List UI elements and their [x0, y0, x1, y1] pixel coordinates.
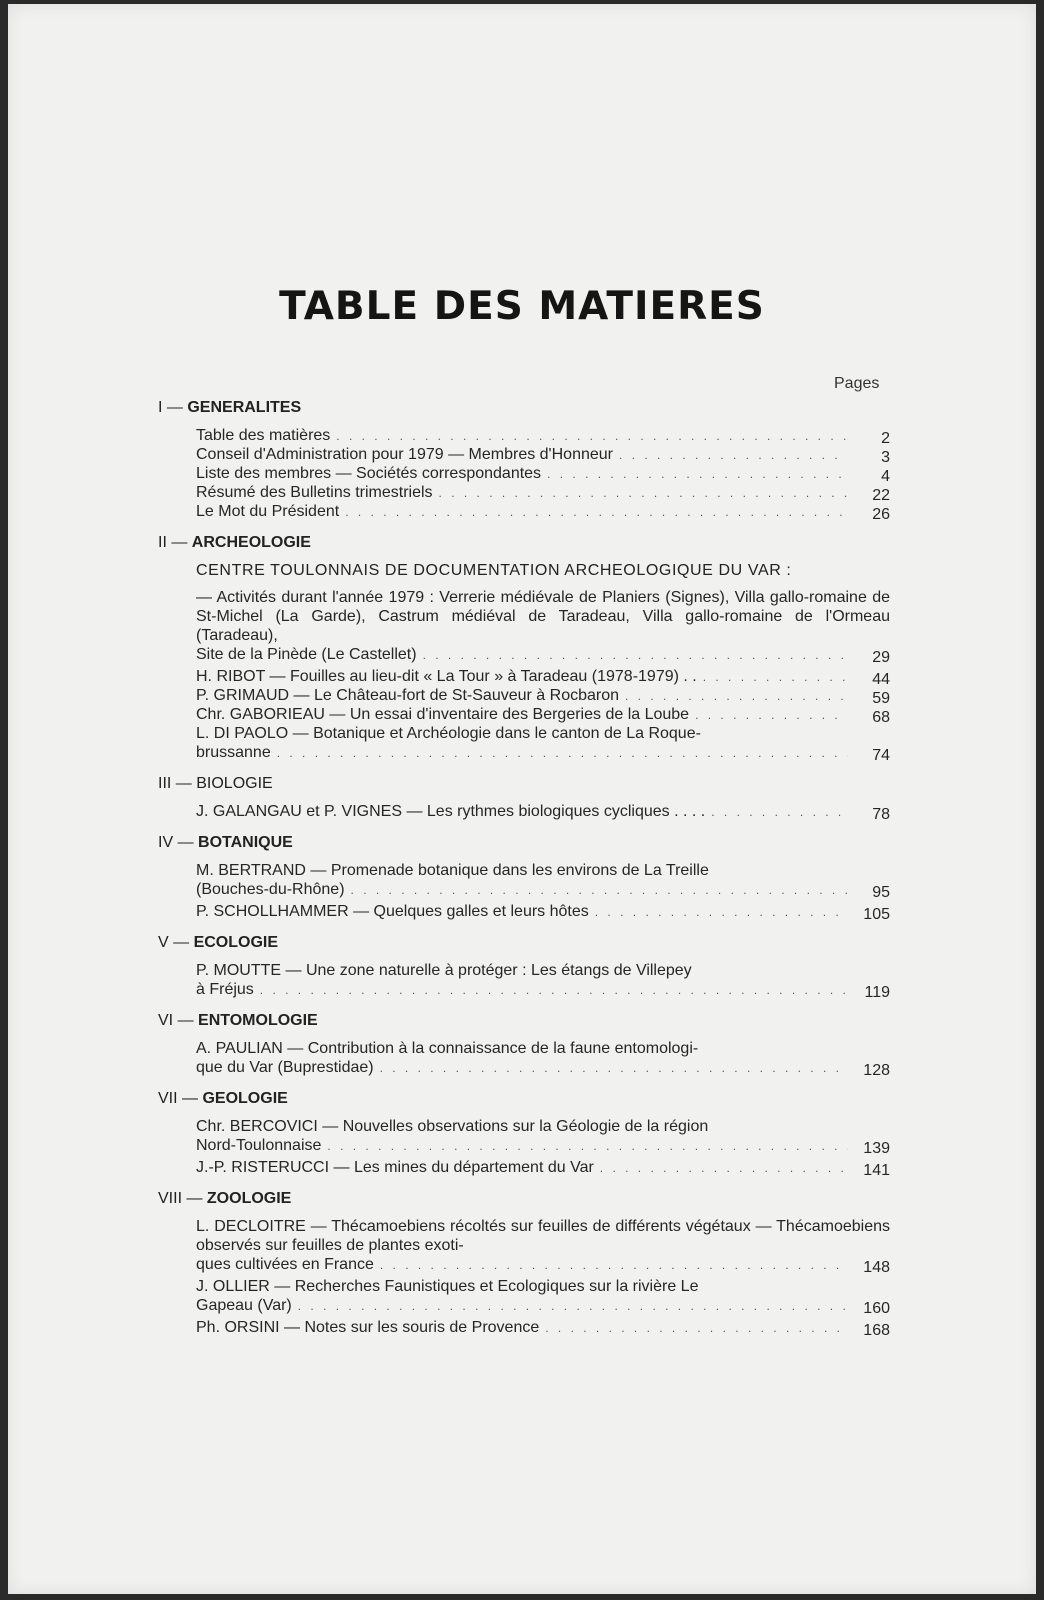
entry-text-lead: A. PAULIAN — Contribution à la connaissance de la faune entomologi- [196, 1040, 699, 1057]
section-name: ECOLOGIE [193, 934, 279, 951]
section-name: ENTOMOLOGIE [198, 1012, 318, 1029]
leader-dots [600, 1162, 848, 1174]
toc-section-entomologie [158, 1009, 898, 1077]
section-number: III — [158, 775, 192, 792]
entry-page-number: 95 [872, 884, 890, 901]
toc-entry [196, 426, 890, 445]
section-number: VIII — [158, 1190, 203, 1207]
leader-dots [545, 1322, 848, 1334]
section-heading [158, 1009, 898, 1033]
entry-title: Table des matières [196, 427, 331, 444]
section-heading [158, 396, 898, 420]
toc-entry [196, 483, 890, 502]
section-number: VI — [158, 1012, 194, 1029]
section-name: ARCHEOLOGIE [191, 534, 311, 551]
leader-dots [547, 468, 848, 480]
entry-title: (Bouches-du-Rhône) [196, 881, 345, 898]
section-name: GEOLOGIE [202, 1090, 288, 1107]
section-name: BIOLOGIE [196, 775, 273, 792]
entry-page-number: 29 [872, 649, 890, 666]
toc-entry [196, 724, 890, 762]
leader-dots [595, 906, 848, 918]
entry-title: Ph. ORSINI — Notes sur les souris de Provence [196, 1319, 540, 1336]
toc-entry [196, 1277, 890, 1315]
section-number: I — [158, 399, 183, 416]
section-number: II — [158, 534, 188, 551]
entry-text-lead: L. DECLOITRE — Thécamoebiens récoltés sur feuilles de différents végétaux — Thécamoebiens observés sur feuilles de plantes exoti- [196, 1218, 890, 1254]
toc-entry [196, 861, 890, 899]
toc-entry [196, 1158, 890, 1177]
toc-entry [196, 961, 890, 999]
section-heading [158, 1187, 898, 1211]
entry-page-number: 128 [863, 1062, 890, 1079]
entry-title: Gapeau (Var) [196, 1297, 292, 1314]
pages-column-label: Pages [834, 375, 880, 392]
toc-entry [196, 902, 890, 921]
toc-entry [196, 1117, 890, 1155]
entry-title: ques cultivées en France [196, 1256, 374, 1273]
entry-text-lead: M. BERTRAND — Promenade botanique dans les environs de La Treille [196, 862, 709, 879]
entry-text-lead: P. MOUTTE — Une zone naturelle à protéger : Les étangs de Villepey [196, 962, 692, 979]
entry-page-number: 26 [872, 506, 890, 523]
entry-page-number: 3 [881, 449, 890, 466]
table-of-contents [158, 396, 898, 1347]
section-name: GENERALITES [187, 399, 302, 416]
entry-title: Chr. GABORIEAU — Un essai d'inventaire des Bergeries de la Loube [196, 706, 690, 723]
entry-title: à Fréjus [196, 981, 254, 998]
leader-dots [695, 709, 848, 721]
entry-title: Résumé des Bulletins trimestriels [196, 484, 433, 501]
entry-page-number: 105 [863, 906, 890, 923]
leader-dots [711, 806, 848, 818]
entry-text-lead: Chr. BERCOVICI — Nouvelles observations sur la Géologie de la région [196, 1118, 709, 1135]
entry-text-lead: L. DI PAOLO — Botanique et Archéologie dans le canton de La Roque- [196, 725, 701, 742]
leader-dots [298, 1300, 848, 1312]
leader-dots [625, 690, 848, 702]
page-title: TABLE DES MATIERES [279, 284, 765, 329]
entry-title: J.-P. RISTERUCCI — Les mines du département du Var [196, 1159, 594, 1176]
toc-section-ecologie [158, 931, 898, 999]
toc-section-generalites [158, 396, 898, 521]
toc-entry [196, 502, 890, 521]
section-subheading: CENTRE TOULONNAIS DE DOCUMENTATION ARCHEOLOGIQUE DU VAR : [196, 562, 792, 579]
leader-dots [345, 506, 848, 518]
toc-section-zoologie [158, 1187, 898, 1337]
entry-page-number: 68 [872, 709, 890, 726]
section-name: BOTANIQUE [198, 834, 293, 851]
entry-title: Le Mot du Président [196, 503, 340, 520]
section-heading [158, 531, 898, 555]
section-name: ZOOLOGIE [206, 1190, 292, 1207]
section-heading [158, 831, 898, 855]
document-page [8, 4, 1036, 1594]
toc-entry [196, 667, 890, 686]
toc-entry [196, 445, 890, 464]
leader-dots [336, 430, 848, 442]
toc-section-biologie [158, 772, 898, 821]
leader-dots [260, 984, 848, 996]
toc-section-geologie [158, 1087, 898, 1177]
entry-page-number: 141 [863, 1162, 890, 1179]
section-heading [158, 931, 898, 955]
toc-entry [196, 1039, 890, 1077]
leader-dots [277, 747, 848, 759]
entry-title: P. GRIMAUD — Le Château-fort de St-Sauveur à Rocbaron [196, 687, 620, 704]
toc-entry [196, 1217, 890, 1274]
toc-entry [196, 588, 890, 664]
entry-page-number: 74 [872, 747, 890, 764]
entry-page-number: 160 [863, 1300, 890, 1317]
entry-page-number: 78 [872, 806, 890, 823]
leader-dots [703, 671, 848, 683]
entry-page-number: 119 [864, 984, 890, 1001]
entry-title: H. RIBOT — Fouilles au lieu-dit « La Tour » à Taradeau (1978-1979) . . [196, 668, 697, 685]
entry-page-number: 44 [872, 671, 890, 688]
entry-title: que du Var (Buprestidae) [196, 1059, 374, 1076]
leader-dots [380, 1259, 848, 1271]
toc-section-botanique [158, 831, 898, 921]
entry-title: P. SCHOLLHAMMER — Quelques galles et leurs hôtes [196, 903, 589, 920]
toc-entry [196, 686, 890, 705]
entry-title: Liste des membres — Sociétés correspondantes [196, 465, 542, 482]
section-heading [158, 1087, 898, 1111]
leader-dots [380, 1062, 848, 1074]
leader-dots [423, 649, 848, 661]
entry-page-number: 22 [872, 487, 890, 504]
section-number: VII — [158, 1090, 199, 1107]
toc-entry [196, 1318, 890, 1337]
entry-title: Site de la Pinède (Le Castellet) [196, 646, 417, 663]
entry-title: Nord-Toulonnaise [196, 1137, 322, 1154]
entry-title: Conseil d'Administration pour 1979 — Membres d'Honneur [196, 446, 613, 463]
entry-title: brussanne [196, 744, 271, 761]
entry-page-number: 59 [872, 690, 890, 707]
toc-entry [196, 464, 890, 483]
entry-text-lead: — Activités durant l'année 1979 : Verrerie médiévale de Planiers (Signes), Villa gallo-romaine de St-Michel (La Garde), Castrum médiéval de Taradeau, Villa gallo-romaine de l'Ormeau (Taradeau), [196, 589, 890, 644]
entry-page-number: 4 [881, 468, 890, 485]
section-number: IV — [158, 834, 194, 851]
toc-entry [196, 802, 890, 821]
entry-text-lead: J. OLLIER — Recherches Faunistiques et Ecologiques sur la rivière Le [196, 1278, 699, 1295]
toc-entry [196, 705, 890, 724]
entry-page-number: 148 [863, 1259, 890, 1276]
toc-section-archeologie [158, 531, 898, 762]
entry-page-number: 2 [881, 430, 890, 447]
leader-dots [327, 1140, 848, 1152]
entry-page-number: 168 [863, 1322, 890, 1339]
leader-dots [439, 487, 848, 499]
section-number: V — [158, 934, 190, 951]
section-heading [158, 772, 898, 796]
entry-title: J. GALANGAU et P. VIGNES — Les rythmes biologiques cycliques . . . . [196, 803, 706, 820]
leader-dots [351, 884, 848, 896]
leader-dots [619, 449, 848, 461]
entry-page-number: 139 [863, 1140, 890, 1157]
